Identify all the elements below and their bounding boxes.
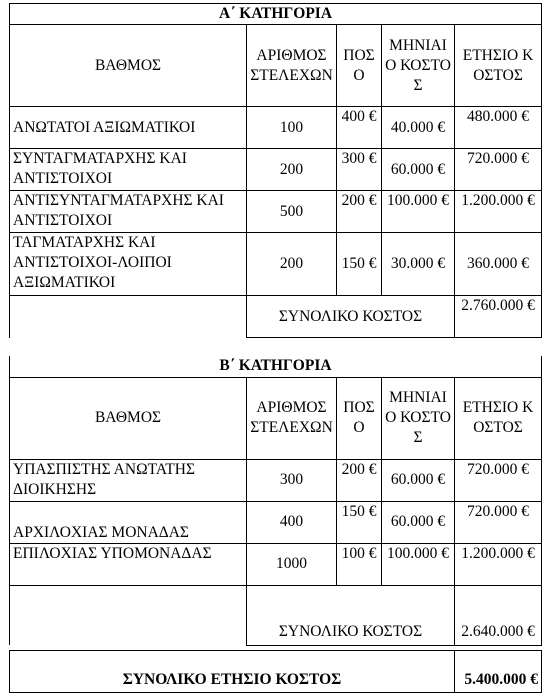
grand-total-value: 5.400.000 € [455, 651, 542, 693]
table-row [10, 233, 542, 296]
table-row [10, 501, 542, 543]
annual-cell: 720.000 € [455, 501, 542, 543]
amount-cell: 150 € [337, 501, 382, 543]
category-b-table [9, 356, 542, 646]
grand-total-label: ΣΥΝΟΛΙΚΟ ΕΤΗΣΙΟ ΚΟΣΤΟΣ [10, 651, 455, 693]
amount-cell: 200 € [337, 191, 382, 233]
annual-cell: 1.200.000 € [455, 191, 542, 233]
category-b-title: Β΄ ΚΑΤΗΓΟΡΙΑ [10, 356, 542, 377]
rank-cell: ΥΠΑΣΠΙΣΤΗΣ ΑΝΩΤΑΤΗΣ ΔΙΟΙΚΗΣΗΣ [10, 459, 247, 501]
category-a-title: Α΄ ΚΑΤΗΓΟΡΙΑ [10, 4, 542, 25]
monthly-cell: 100.000 € [382, 191, 455, 233]
rank-cell: ΑΡΧΙΛΟΧΙΑΣ ΜΟΝΑΔΑΣ [10, 501, 247, 543]
annual-cell: 360.000 € [455, 233, 542, 296]
rank-cell: ΤΑΓΜΑΤΑΡΧΗΣ ΚΑΙ ΑΝΤΙΣΤΟΙΧΟΙ-ΛΟΙΠΟΙ ΑΞΙΩΜΑΤΙΚΟΙ [10, 233, 247, 296]
amount-cell: 150 € [337, 233, 382, 296]
annual-cell: 720.000 € [455, 149, 542, 191]
rank-cell: ΑΝΩΤΑΤΟΙ ΑΞΙΩΜΑΤΙΚΟΙ [10, 107, 247, 149]
header-rank: ΒΑΘΜΟΣ [10, 377, 247, 459]
table-row [10, 459, 542, 501]
header-amount: ΠΟΣΟ [337, 377, 382, 459]
header-monthly: ΜΗΝΙΑΙΟ ΚΟΣΤΟΣ [382, 377, 455, 459]
monthly-cell: 60.000 € [382, 501, 455, 543]
count-cell: 200 [247, 149, 337, 191]
table-row [10, 149, 542, 191]
total-row [10, 585, 542, 645]
monthly-cell: 40.000 € [382, 107, 455, 149]
header-annual: ΕΤΗΣΙΟ ΚΟΣΤΟΣ [455, 25, 542, 107]
grand-total-row [10, 651, 542, 693]
rank-cell: ΣΥΝΤΑΓΜΑΤΑΡΧΗΣ ΚΑΙ ΑΝΤΙΣΤΟΙΧΟΙ [10, 149, 247, 191]
amount-cell: 200 € [337, 459, 382, 501]
header-count: ΑΡΙΘΜΟΣ ΣΤΕΛΕΧΩΝ [247, 377, 337, 459]
header-rank: ΒΑΘΜΟΣ [10, 25, 247, 107]
total-label: ΣΥΝΟΛΙΚΟ ΚΟΣΤΟΣ [247, 585, 455, 645]
amount-cell: 400 € [337, 107, 382, 149]
rank-cell: ΑΝΤΙΣΥΝΤΑΓΜΑΤΑΡΧΗΣ ΚΑΙ ΑΝΤΙΣΤΟΙΧΟΙ [10, 191, 247, 233]
table-row [10, 543, 542, 585]
total-row [10, 296, 542, 338]
header-amount: ΠΟΣΟ [337, 25, 382, 107]
annual-cell: 480.000 € [455, 107, 542, 149]
category-a-table [9, 3, 542, 338]
monthly-cell: 60.000 € [382, 459, 455, 501]
table-row [10, 107, 542, 149]
grand-total-table [9, 650, 542, 693]
monthly-cell: 60.000 € [382, 149, 455, 191]
annual-cell: 720.000 € [455, 459, 542, 501]
count-cell: 500 [247, 191, 337, 233]
annual-cell: 1.200.000 € [455, 543, 542, 585]
count-cell: 400 [247, 501, 337, 543]
header-annual: ΕΤΗΣΙΟ ΚΟΣΤΟΣ [455, 377, 542, 459]
total-value: 2.640.000 € [455, 585, 542, 645]
amount-cell: 100 € [337, 543, 382, 585]
count-cell: 100 [247, 107, 337, 149]
header-monthly: ΜΗΝΙΑΙΟ ΚΟΣΤΟΣ [382, 25, 455, 107]
total-label: ΣΥΝΟΛΙΚΟ ΚΟΣΤΟΣ [247, 296, 455, 338]
count-cell: 1000 [247, 543, 337, 585]
count-cell: 200 [247, 233, 337, 296]
amount-cell: 300 € [337, 149, 382, 191]
monthly-cell: 100.000 € [382, 543, 455, 585]
rank-cell: ΕΠΙΛΟΧΙΑΣ ΥΠΟΜΟΝΑΔΑΣ [10, 543, 247, 585]
table-row [10, 191, 542, 233]
header-count: ΑΡΙΘΜΟΣ ΣΤΕΛΕΧΩΝ [247, 25, 337, 107]
monthly-cell: 30.000 € [382, 233, 455, 296]
total-value: 2.760.000 € [455, 296, 542, 338]
count-cell: 300 [247, 459, 337, 501]
